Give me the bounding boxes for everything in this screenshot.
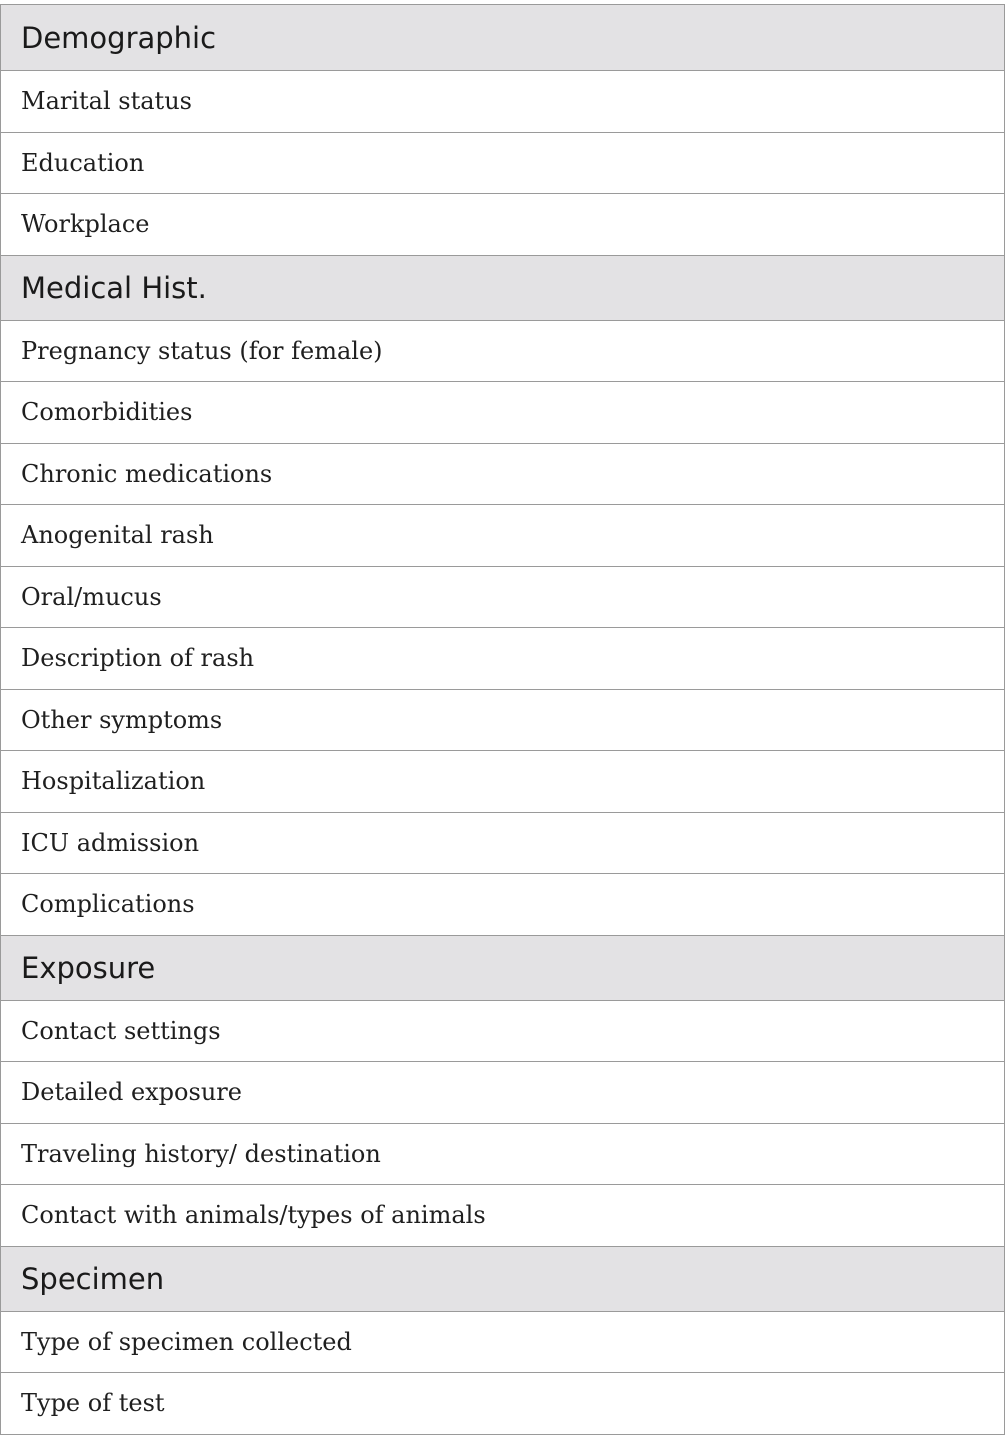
- table-row: Traveling history/ destination: [1, 1123, 1004, 1185]
- table-row: Hospitalization: [1, 750, 1004, 812]
- table-row: Comorbidities: [1, 381, 1004, 443]
- section-header-specimen: Specimen: [1, 1246, 1004, 1311]
- section-header-medical-history: Medical Hist.: [1, 255, 1004, 320]
- data-collection-table: [0, 4, 1005, 1435]
- table-row: Other symptoms: [1, 689, 1004, 751]
- section-header-exposure: Exposure: [1, 935, 1004, 1000]
- table-row: Workplace: [1, 193, 1004, 255]
- table-row: Contact settings: [1, 1000, 1004, 1062]
- table-row: Detailed exposure: [1, 1061, 1004, 1123]
- table-row: Pregnancy status (for female): [1, 320, 1004, 382]
- table-row: ICU admission: [1, 812, 1004, 874]
- table-row: Marital status: [1, 70, 1004, 132]
- table-row: Education: [1, 132, 1004, 194]
- table-row: Type of test: [1, 1372, 1004, 1434]
- table-row: Oral/mucus: [1, 566, 1004, 628]
- section-header-demographic: Demographic: [1, 5, 1004, 70]
- table-row: Contact with animals/types of animals: [1, 1184, 1004, 1246]
- table-row: Complications: [1, 873, 1004, 935]
- table-row: Anogenital rash: [1, 504, 1004, 566]
- table-row: Chronic medications: [1, 443, 1004, 505]
- table-row: Type of specimen collected: [1, 1311, 1004, 1373]
- table-row: Description of rash: [1, 627, 1004, 689]
